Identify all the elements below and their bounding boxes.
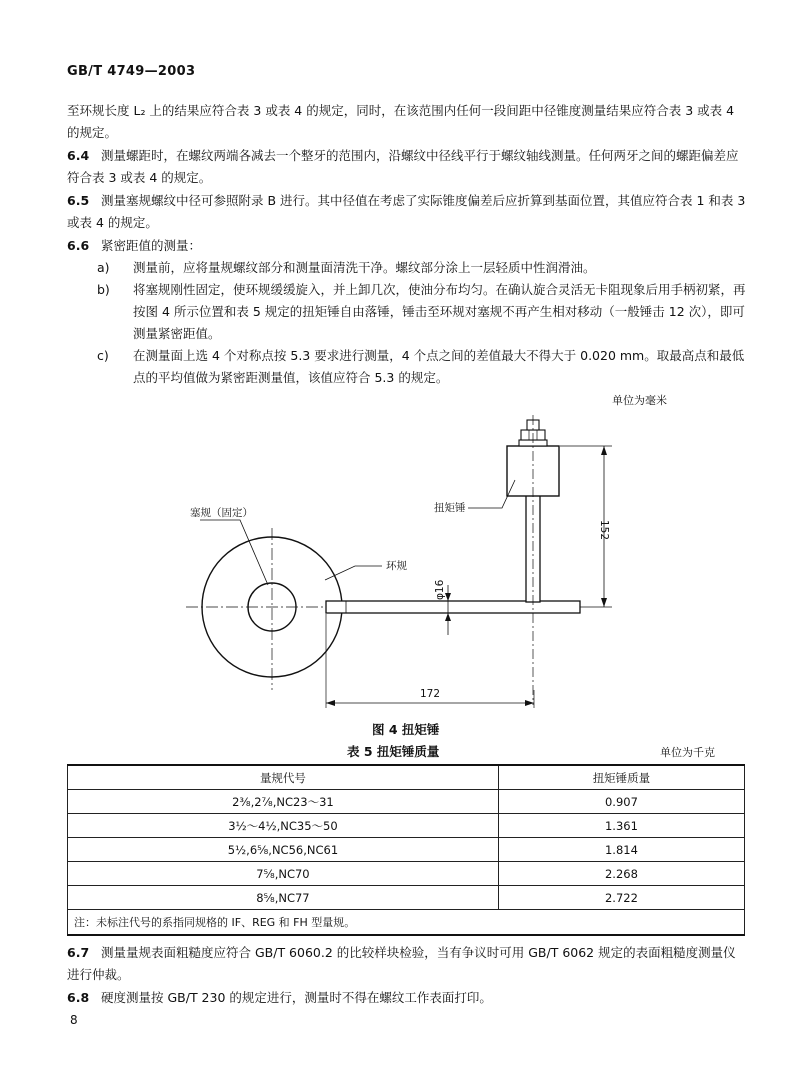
clause-number: 6.6 xyxy=(67,238,90,253)
clause-number: 6.7 xyxy=(67,945,90,960)
dimension-172: 172 xyxy=(420,688,441,700)
paragraph-intro: 至环规长度 L₂ 上的结果应符合表 3 或表 4 的规定，同时，在该范围内任何一段间距中径锥度测量结果应符合表 3 或表 4 的规定。 xyxy=(67,103,735,140)
item-text: 在测量面上选 4 个对称点按 5.3 要求进行测量，4 个点之间的差值最大不得大于 0.020 mm。取最高点和最低点的平均值做为紧密距测量值，该值应符合 5.3 的规定。 xyxy=(133,348,745,385)
item-label: c) xyxy=(97,348,109,363)
paragraph-6-7 xyxy=(67,942,747,986)
clause-number: 6.5 xyxy=(67,193,90,208)
clause-text: 硬度测量按 GB/T 230 的规定进行，测量时不得在螺纹工作表面打印。 xyxy=(101,990,492,1005)
ring-gauge-label: 环规 xyxy=(386,560,407,572)
paragraph-6-8 xyxy=(67,987,747,1009)
mass-cell: 1.814 xyxy=(498,838,744,862)
dimension-phi16: φ16 xyxy=(434,579,446,600)
table-row xyxy=(68,862,745,886)
clause-text: 测量塞规螺纹中径可参照附录 B 进行。其中径值在考虑了实际锥度偏差后应折算到基面位置，其值应符合表 1 和表 3 或表 4 的规定。 xyxy=(67,193,746,230)
torque-hammer-mass-table xyxy=(67,764,745,936)
clause-number: 6.8 xyxy=(67,990,90,1005)
gauge-code-cell: 5½,6⅝,NC56,NC61 xyxy=(68,838,499,862)
mass-cell: 1.361 xyxy=(498,814,744,838)
gauge-code-cell: 2⅜,2⅞,NC23～31 xyxy=(68,790,499,814)
mass-cell: 2.722 xyxy=(498,886,744,910)
item-label: a) xyxy=(97,260,110,275)
clause-text: 测量螺距时，在螺纹两端各减去一个整牙的范围内，沿螺纹中径线平行于螺纹轴线测量。任何两牙之间的螺距偏差应符合表 3 或表 4 的规定。 xyxy=(67,148,739,185)
gauge-code-cell: 7⅝,NC70 xyxy=(68,862,499,886)
table-row xyxy=(68,886,745,910)
gauge-code-cell: 8⅝,NC77 xyxy=(68,886,499,910)
clause-number: 6.4 xyxy=(67,148,90,163)
mass-cell: 0.907 xyxy=(498,790,744,814)
hammer-handle xyxy=(326,601,580,613)
table-row xyxy=(68,838,745,862)
table-note-row xyxy=(68,910,745,936)
column-header: 量规代号 xyxy=(68,765,499,790)
table-row xyxy=(68,790,745,814)
table-row xyxy=(68,814,745,838)
table-header-row xyxy=(68,765,745,790)
clause-text: 紧密距值的测量： xyxy=(101,238,202,253)
item-text: 将塞规刚性固定，使环规缓缓旋入，并上卸几次，使油分布均匀。在确认旋合灵活无卡阻现象后用手柄初紧，再按图 4 所示位置和表 5 规定的扭矩锤自由落锤，锤击至环规对塞规不再产生相对移动（一般锤击 12 次），即可测量紧密距值。 xyxy=(133,282,746,341)
column-header: 扭矩锤质量 xyxy=(498,765,744,790)
table-caption: 表 5 扭矩锤质量 xyxy=(347,744,440,759)
table-unit: 单位为千克 xyxy=(660,746,715,759)
figure-caption: 图 4 扭矩锤 xyxy=(372,722,440,737)
page-number: 8 xyxy=(70,1013,78,1027)
standard-header: GB/T 4749—2003 xyxy=(67,64,196,79)
item-text: 测量前，应将量规螺纹部分和测量面清洗干净。螺纹部分涂上一层轻质中性润滑油。 xyxy=(133,260,596,275)
figure-unit: 单位为毫米 xyxy=(612,394,667,407)
mass-cell: 2.268 xyxy=(498,862,744,886)
gauge-code-cell: 3½～4½,NC35～50 xyxy=(68,814,499,838)
dimension-152: 152 xyxy=(598,520,610,541)
table-note: 注：未标注代号的系指同规格的 IF、REG 和 FH 型量规。 xyxy=(68,910,745,936)
torque-hammer-label: 扭矩锤 xyxy=(434,502,466,514)
plug-gauge-label: 塞规（固定） xyxy=(190,507,253,519)
clause-text: 测量量规表面粗糙度应符合 GB/T 6060.2 的比较样块检验，当有争议时可用 GB/T 6062 规定的表面粗糙度测量仪进行仲裁。 xyxy=(67,945,736,982)
item-label: b) xyxy=(97,282,110,297)
